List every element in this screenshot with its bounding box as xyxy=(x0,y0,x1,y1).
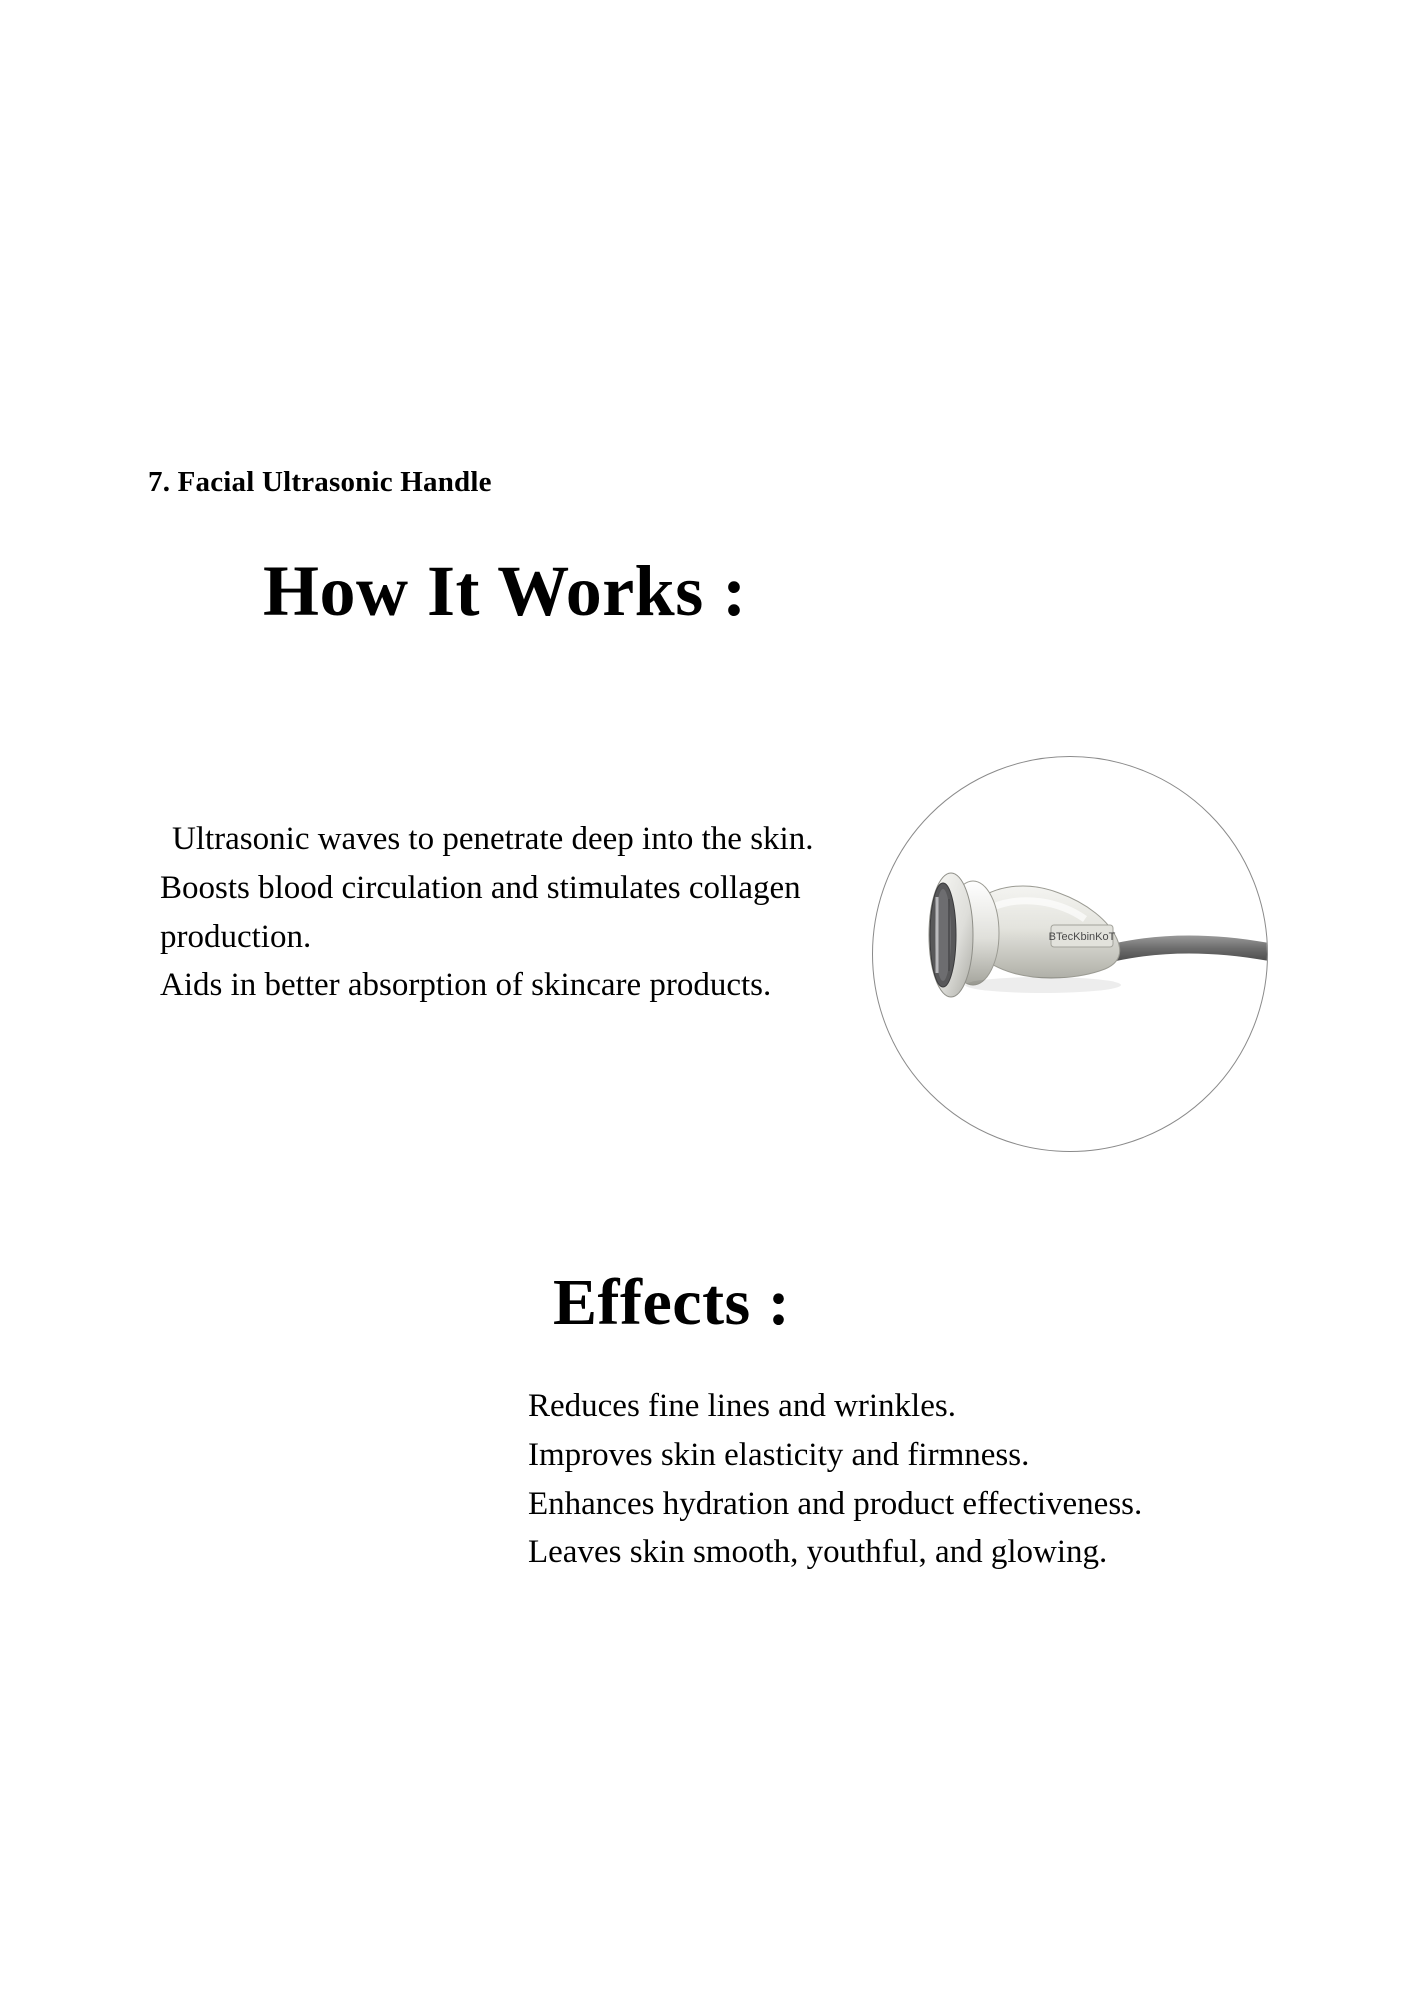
how-it-works-line: Ultrasonic waves to penetrate deep into the skin. xyxy=(172,821,814,857)
section-heading: 7. Facial Ultrasonic Handle xyxy=(148,466,492,498)
how-it-works-body xyxy=(160,815,840,1010)
brand-label xyxy=(1049,925,1116,947)
effects-body xyxy=(528,1382,1268,1577)
effects-line: Leaves skin smooth, youthful, and glowing. xyxy=(528,1534,1108,1571)
brand-label-text: BTecKbinKoT xyxy=(1048,931,1116,943)
effects-line: Improves skin elasticity and firmness. xyxy=(528,1436,1030,1473)
how-it-works-title: How It Works : xyxy=(263,551,747,631)
how-it-works-line: Boosts blood circulation and stimulates collagen production. xyxy=(160,869,801,955)
effects-line: Reduces fine lines and wrinkles. xyxy=(528,1388,956,1424)
how-it-works-line: Aids in better absorption of skincare products. xyxy=(160,967,772,1004)
effects-title: Effects : xyxy=(553,1266,791,1339)
product-image xyxy=(872,756,1268,1152)
device-head xyxy=(929,873,973,997)
device-cable xyxy=(1116,936,1267,962)
effects-line: Enhances hydration and product effectiveness. xyxy=(528,1485,1143,1522)
